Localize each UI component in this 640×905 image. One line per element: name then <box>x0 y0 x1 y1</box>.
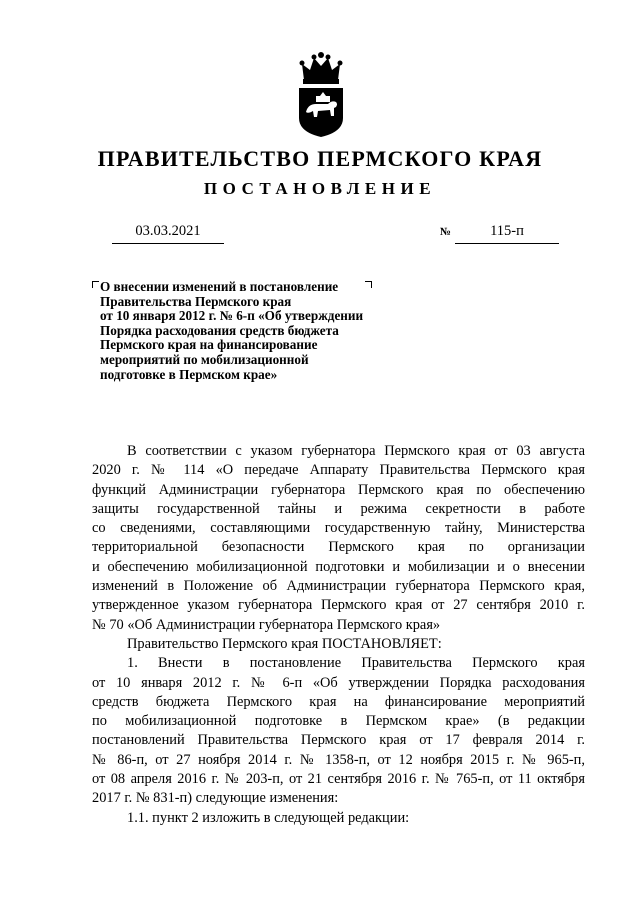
body-line: по мобилизационной подготовке в Пермском крае» (в редакции <box>92 713 585 730</box>
body-line: утвержденное указом губернатора Пермского края от 27 сентября 2010 г. <box>92 597 585 614</box>
subject-line: Пермского края на финансирование <box>100 337 318 353</box>
subject-line: подготовке в Пермском крае» <box>100 366 278 382</box>
perm-krai-coat-of-arms-icon <box>296 52 346 138</box>
document-type: ПОСТАНОВЛЕНИЕ <box>203 179 437 198</box>
subject-line: от 10 января 2012 г. № 6-п «Об утверждении <box>100 308 364 324</box>
body-line: 2020 г. № 114 «О передаче Аппарату Правительства Пермского края <box>92 462 585 479</box>
body-line: со сведениями, составляющими государственную тайну, Министерства <box>92 520 585 537</box>
body-line: 2017 г. № 831-п) следующие изменения: <box>92 790 339 807</box>
subject-corner-mark-left <box>92 281 99 288</box>
body-line: В соответствии с указом губернатора Пермского края от 03 августа <box>127 443 585 459</box>
body-line: средств бюджета Пермского края на финансирование мероприятий <box>92 693 585 710</box>
body-line: изменений в Положение об Администрации губернатора Пермского края, <box>92 578 585 595</box>
number-sign: № <box>440 226 452 238</box>
document-number: 115-п <box>455 221 559 244</box>
document-subject <box>100 280 400 382</box>
government-title: ПРАВИТЕЛЬСТВО ПЕРМСКОГО КРАЯ <box>97 146 543 171</box>
body-line: защиты государственной тайны и режима секретности в работе <box>92 500 585 517</box>
document-body <box>92 442 585 828</box>
subject-line: Порядка расходования средств бюджета <box>100 322 339 338</box>
subject-line: Правительства Пермского края <box>100 293 292 309</box>
body-line: от 08 апреля 2016 г. № 203-п, от 21 сентября 2016 г. № 765-п, от 11 октября <box>92 771 585 788</box>
body-line: и обеспечению мобилизационной подготовки и мобилизации и о внесении <box>92 558 585 575</box>
body-line: 1. Внести в постановление Правительства Пермского края <box>127 655 585 672</box>
body-line: функций Администрации губернатора Пермского края по обеспечению <box>92 481 585 498</box>
body-line: № 70 «Об Администрации губернатора Пермского края» <box>92 616 441 633</box>
body-line: № 86-п, от 27 ноября 2014 г. № 1358-п, от 12 ноября 2015 г. № 965-п, <box>92 751 585 768</box>
body-line: от 10 января 2012 г. № 6-п «Об утверждении Порядка расходования <box>92 674 585 691</box>
subject-line: мероприятий по мобилизационной <box>100 351 309 367</box>
document-date: 03.03.2021 <box>112 221 224 244</box>
body-line: постановлений Правительства Пермского края от 17 февраля 2014 г. <box>92 732 585 749</box>
subject-line: О внесении изменений в постановление <box>100 279 339 294</box>
body-line: территориальной безопасности Пермского края по организации <box>92 539 585 556</box>
body-line: 1.1. пункт 2 изложить в следующей редакции: <box>127 809 410 826</box>
body-line: Правительство Пермского края ПОСТАНОВЛЯЕТ: <box>127 635 442 652</box>
